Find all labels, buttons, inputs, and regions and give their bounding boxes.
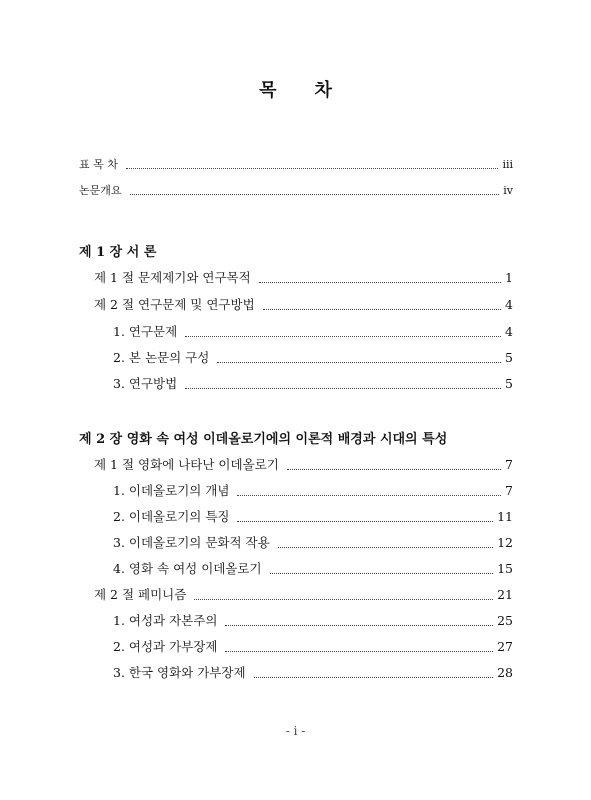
toc-entry-page: 5 — [505, 350, 513, 365]
dot-leader — [287, 469, 501, 470]
toc-entry-front-abstract[interactable] — [79, 182, 513, 198]
dot-leader — [185, 388, 501, 389]
toc-entry-ch1-sec1[interactable] — [94, 268, 513, 286]
chapter-1-heading[interactable]: 제 1 장 서 론 — [79, 245, 157, 260]
toc-entry-ch1-sec2-item2[interactable] — [113, 348, 513, 366]
dot-leader — [225, 651, 493, 652]
toc-entry-label: 2. 이데올로기의 특징 — [113, 509, 230, 524]
title-part-1: 목 — [259, 80, 277, 101]
dot-leader — [237, 495, 501, 496]
dot-leader — [270, 573, 494, 574]
toc-entry-page: iii — [502, 158, 513, 171]
toc-entry-label: 4. 영화 속 여성 이데올로기 — [113, 561, 262, 576]
toc-entry-label: 제 2 절 페미니즘 — [94, 587, 187, 602]
toc-entry-ch2-sec2-item2[interactable] — [113, 637, 513, 655]
toc-entry-page: 7 — [505, 483, 513, 498]
toc-entry-label: 1. 연구문제 — [113, 324, 178, 339]
toc-entry-page: 4 — [505, 324, 513, 339]
page-title — [0, 76, 591, 102]
toc-entry-label: 제 1 절 영화에 나타난 이데올로기 — [94, 457, 279, 472]
dot-leader — [225, 625, 493, 626]
toc-entry-label: 2. 본 논문의 구성 — [113, 350, 210, 365]
chapter-2-heading[interactable]: 제 2 장 영화 속 여성 이데올로기에의 이론적 배경과 시대의 특성 — [79, 432, 448, 447]
title-part-2: 차 — [314, 80, 332, 101]
toc-entry-label: 제 1 절 문제제기와 연구목적 — [94, 270, 251, 285]
toc-entry-ch2-sec2[interactable] — [94, 585, 513, 603]
dot-leader — [194, 599, 493, 600]
dot-leader — [259, 282, 501, 283]
toc-entry-ch2-sec2-item3[interactable] — [113, 663, 513, 681]
toc-entry-page: 21 — [497, 587, 513, 602]
toc-entry-front-list-of-tables[interactable] — [79, 156, 513, 172]
toc-entry-page: 7 — [505, 457, 513, 472]
toc-entry-page: 11 — [497, 509, 513, 524]
dot-leader — [278, 547, 493, 548]
toc-entry-page: 1 — [505, 270, 513, 285]
toc-entry-label: 2. 여성과 가부장제 — [113, 639, 218, 654]
toc-entry-ch2-sec1-item3[interactable] — [113, 533, 513, 551]
toc-entry-page: 28 — [497, 665, 513, 680]
toc-entry-page: 25 — [497, 613, 513, 628]
dot-leader — [254, 677, 494, 678]
toc-entry-label: 3. 연구방법 — [113, 376, 178, 391]
toc-entry-ch2-sec1-item2[interactable] — [113, 507, 513, 525]
toc-entry-ch2-sec1[interactable] — [94, 455, 513, 473]
dot-leader — [130, 194, 500, 195]
toc-entry-label: 논문개요 — [79, 184, 122, 197]
toc-entry-label: 제 2 절 연구문제 및 연구방법 — [94, 297, 255, 312]
toc-entry-page: 5 — [505, 376, 513, 391]
toc-entry-ch2-sec1-item4[interactable] — [113, 559, 513, 577]
toc-entry-page: iv — [503, 184, 513, 197]
dot-leader — [185, 336, 501, 337]
toc-entry-page: 15 — [497, 561, 513, 576]
toc-entry-label: 3. 한국 영화와 가부장제 — [113, 665, 246, 680]
toc-entry-page: 27 — [497, 639, 513, 654]
page-number-footer: - i - — [285, 724, 306, 738]
toc-entry-label: 1. 여성과 자본주의 — [113, 613, 218, 628]
toc-entry-ch1-sec2[interactable] — [94, 295, 513, 313]
toc-entry-label: 표 목 차 — [79, 158, 118, 171]
dot-leader — [263, 309, 501, 310]
dot-leader — [126, 168, 499, 169]
toc-entry-page: 12 — [497, 535, 513, 550]
dot-leader — [217, 362, 501, 363]
toc-entry-label: 1. 이데올로기의 개념 — [113, 483, 230, 498]
toc-entry-ch1-sec2-item3[interactable] — [113, 374, 513, 392]
toc-entry-ch2-sec2-item1[interactable] — [113, 611, 513, 629]
toc-entry-label: 3. 이데올로기의 문화적 작용 — [113, 535, 270, 550]
toc-entry-page: 4 — [505, 297, 513, 312]
toc-entry-ch2-sec1-item1[interactable] — [113, 481, 513, 499]
dot-leader — [237, 521, 493, 522]
toc-entry-ch1-sec2-item1[interactable] — [113, 322, 513, 340]
